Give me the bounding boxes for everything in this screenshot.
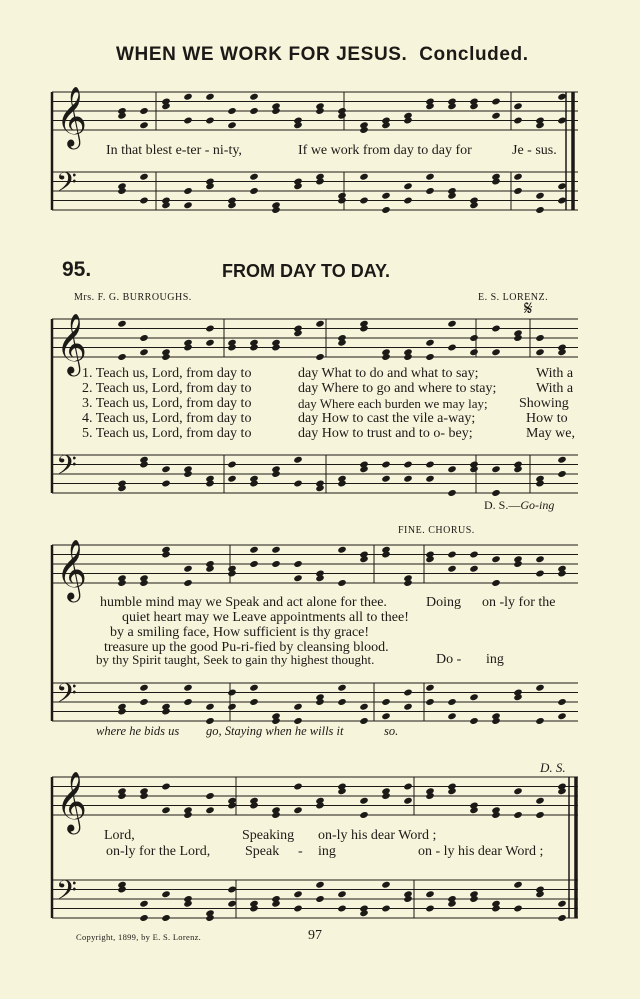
verse-line: day How to cast the vile a-way; xyxy=(298,411,476,426)
note-head xyxy=(535,334,544,342)
note-head xyxy=(425,475,434,483)
last-lyric: - xyxy=(298,844,303,859)
note-head xyxy=(205,117,214,125)
chorus-lyric: Do - xyxy=(436,652,462,667)
note-head xyxy=(535,811,544,819)
note-head xyxy=(183,93,192,101)
last-lyric: Speak xyxy=(245,844,280,859)
note-head xyxy=(535,192,544,200)
note-head xyxy=(227,107,236,115)
note-head xyxy=(139,900,148,908)
note-head xyxy=(403,182,412,190)
italic-lyric: go, Staying when he wills it xyxy=(206,724,344,738)
verse-second-line: humble mind may we Speak and act alone for thee. xyxy=(100,595,387,610)
note-head xyxy=(293,480,302,488)
note-head xyxy=(315,353,324,361)
note-head xyxy=(381,905,390,913)
chorus-lyric: Doing xyxy=(426,595,461,610)
note-head xyxy=(425,684,434,692)
note-head xyxy=(249,684,258,692)
note-head xyxy=(381,461,390,469)
note-head xyxy=(139,121,148,129)
verse-line: With a xyxy=(536,381,574,396)
verse-line: May we, xyxy=(526,426,575,441)
note-head xyxy=(205,792,214,800)
verse-line: 2. Teach us, Lord, from day to xyxy=(82,381,252,396)
note-head xyxy=(205,806,214,814)
page-number: 97 xyxy=(308,928,322,943)
note-head xyxy=(557,470,566,478)
note-head xyxy=(469,693,478,701)
note-head xyxy=(205,339,214,347)
note-head xyxy=(381,192,390,200)
italic-lyric: where he bids us xyxy=(96,724,180,738)
note-head xyxy=(469,334,478,342)
note-head xyxy=(205,703,214,711)
note-head xyxy=(183,565,192,573)
note-head xyxy=(469,717,478,725)
note-head xyxy=(117,320,126,328)
lyric-line: Je - sus. xyxy=(512,143,557,158)
verse-second-line: by a smiling face, How sufficient is thy grace! xyxy=(110,625,370,640)
note-head xyxy=(161,465,170,473)
verse-line: 4. Teach us, Lord, from day to xyxy=(82,411,252,426)
treble-clef-icon: 𝄞 xyxy=(56,87,87,147)
note-head xyxy=(337,890,346,898)
note-head xyxy=(447,712,456,720)
verse-line: day How to trust and to o- bey; xyxy=(298,426,473,441)
note-head xyxy=(535,348,544,356)
note-head xyxy=(139,334,148,342)
bass-clef-icon: 𝄢 xyxy=(56,677,77,716)
note-head xyxy=(183,684,192,692)
note-head xyxy=(425,187,434,195)
note-head xyxy=(447,489,456,497)
note-head xyxy=(425,173,434,181)
note-head xyxy=(249,187,258,195)
note-head xyxy=(359,717,368,725)
note-head xyxy=(293,890,302,898)
note-head xyxy=(491,112,500,120)
note-head xyxy=(205,325,214,333)
note-head xyxy=(315,895,324,903)
ds-word: Go-ing xyxy=(520,498,555,512)
copyright-notice: Copyright, 1899, by E. S. Lorenz. xyxy=(76,932,202,942)
note-head xyxy=(293,783,302,791)
note-head xyxy=(359,197,368,205)
note-head xyxy=(227,475,236,483)
note-head xyxy=(337,905,346,913)
ds-mark: D. S.— xyxy=(484,498,521,512)
fine-chorus-label: FINE. CHORUS. xyxy=(398,525,475,536)
note-head xyxy=(227,689,236,697)
treble-clef-icon: 𝄞 xyxy=(56,772,87,832)
bass-clef-icon: 𝄢 xyxy=(56,166,77,205)
treble-clef-icon: 𝄞 xyxy=(56,314,87,374)
note-head xyxy=(535,570,544,578)
note-head xyxy=(359,811,368,819)
note-head xyxy=(293,560,302,568)
note-head xyxy=(447,698,456,706)
note-head xyxy=(183,579,192,587)
chorus-lyric: on -ly for the xyxy=(482,595,556,610)
note-head xyxy=(535,555,544,563)
note-head xyxy=(249,93,258,101)
note-head xyxy=(117,353,126,361)
note-head xyxy=(161,783,170,791)
note-head xyxy=(513,117,522,125)
note-head xyxy=(403,797,412,805)
last-lyric: Lord, xyxy=(104,828,135,843)
note-head xyxy=(139,107,148,115)
note-head xyxy=(557,456,566,464)
note-head xyxy=(491,98,500,106)
note-head xyxy=(227,121,236,129)
note-head xyxy=(535,717,544,725)
note-head xyxy=(183,117,192,125)
note-head xyxy=(161,480,170,488)
ds-end-mark: D. S. xyxy=(540,760,566,775)
lyric-line: If we work from day to day for xyxy=(298,143,472,158)
note-head xyxy=(139,914,148,922)
note-head xyxy=(491,555,500,563)
note-head xyxy=(403,783,412,791)
note-head xyxy=(513,102,522,110)
music-composer: E. S. LORENZ. xyxy=(478,292,549,303)
bass-clef-icon: 𝄢 xyxy=(56,449,77,488)
verse-second-line: treasure up the good Pu-ri-fied by cleansing blood. xyxy=(104,640,389,655)
note-head xyxy=(535,797,544,805)
note-head xyxy=(447,465,456,473)
note-head xyxy=(447,344,456,352)
note-head xyxy=(381,881,390,889)
note-head xyxy=(447,320,456,328)
note-head xyxy=(139,698,148,706)
note-head xyxy=(249,107,258,115)
note-head xyxy=(381,475,390,483)
note-head xyxy=(469,565,478,573)
note-head xyxy=(513,787,522,795)
hymn-title: FROM DAY TO DAY. xyxy=(222,261,391,281)
note-head xyxy=(557,914,566,922)
note-head xyxy=(381,712,390,720)
verse-second-line: by thy Spirit taught, Seek to gain thy highest thought. xyxy=(96,652,375,667)
note-head xyxy=(183,698,192,706)
note-head xyxy=(425,353,434,361)
last-lyric: on - ly his dear Word ; xyxy=(418,844,544,859)
note-head xyxy=(381,698,390,706)
note-head xyxy=(205,93,214,101)
note-head xyxy=(249,546,258,554)
hymn-title-main: WHEN WE WORK FOR JESUS. xyxy=(116,44,408,65)
note-head xyxy=(403,475,412,483)
note-head xyxy=(227,703,236,711)
note-head xyxy=(337,684,346,692)
note-head xyxy=(403,461,412,469)
last-lyric: ing xyxy=(318,844,336,859)
note-head xyxy=(513,173,522,181)
lyric-line: In that blest e-ter - ni-ty, xyxy=(106,143,242,158)
note-head xyxy=(535,684,544,692)
note-head xyxy=(337,579,346,587)
treble-clef-icon: 𝄞 xyxy=(56,540,87,600)
note-head xyxy=(293,456,302,464)
note-head xyxy=(403,703,412,711)
note-head xyxy=(183,201,192,209)
note-head xyxy=(227,886,236,894)
note-head xyxy=(227,461,236,469)
note-head xyxy=(359,797,368,805)
note-head xyxy=(359,703,368,711)
note-head xyxy=(513,905,522,913)
note-head xyxy=(293,574,302,582)
note-head xyxy=(425,698,434,706)
words-author: Mrs. F. G. BURROUGHS. xyxy=(74,292,192,303)
segno-icon: 𝄋 xyxy=(524,298,533,320)
page-title xyxy=(116,44,529,66)
note-head xyxy=(315,320,324,328)
note-head xyxy=(425,461,434,469)
chorus-lyric: ing xyxy=(486,652,504,667)
note-head xyxy=(249,560,258,568)
note-head xyxy=(491,325,500,333)
note-head xyxy=(161,806,170,814)
verse-second-line: quiet heart may we Leave appointments all to thee! xyxy=(122,610,409,625)
note-head xyxy=(381,206,390,214)
note-head xyxy=(293,703,302,711)
note-head xyxy=(271,546,280,554)
italic-lyric: so. xyxy=(384,724,399,738)
note-head xyxy=(183,187,192,195)
note-head xyxy=(557,900,566,908)
note-head xyxy=(425,339,434,347)
note-head xyxy=(139,173,148,181)
verse-line: 1. Teach us, Lord, from day to xyxy=(82,366,252,381)
note-head xyxy=(293,806,302,814)
note-head xyxy=(337,546,346,554)
note-head xyxy=(337,698,346,706)
note-head xyxy=(513,881,522,889)
verse-line: 5. Teach us, Lord, from day to xyxy=(82,426,252,441)
last-lyric: on-ly his dear Word ; xyxy=(318,828,437,843)
verse-line: day What to do and what to say; xyxy=(298,366,479,381)
note-head xyxy=(469,348,478,356)
verse-line: day Where each burden we may lay; xyxy=(298,396,488,411)
last-lyric: on-ly for the Lord, xyxy=(106,844,211,859)
note-head xyxy=(425,890,434,898)
note-head xyxy=(139,348,148,356)
note-head xyxy=(513,811,522,819)
note-head xyxy=(249,173,258,181)
note-head xyxy=(535,206,544,214)
note-head xyxy=(425,905,434,913)
note-head xyxy=(447,551,456,559)
hymn-number: 95. xyxy=(62,258,92,281)
note-head xyxy=(359,173,368,181)
note-head xyxy=(403,197,412,205)
note-head xyxy=(293,905,302,913)
note-head xyxy=(491,465,500,473)
note-head xyxy=(403,689,412,697)
verse-line: With a xyxy=(536,366,574,381)
note-head xyxy=(139,684,148,692)
verse-line: How to xyxy=(526,411,568,426)
verse-line: day Where to go and where to stay; xyxy=(298,381,497,396)
verse-line: 3. Teach us, Lord, from day to xyxy=(82,396,252,411)
note-head xyxy=(315,881,324,889)
bass-clef-icon: 𝄢 xyxy=(56,874,77,913)
note-head xyxy=(557,712,566,720)
note-head xyxy=(469,551,478,559)
hymn-title-suffix: Concluded. xyxy=(419,44,529,65)
note-head xyxy=(557,698,566,706)
note-head xyxy=(271,560,280,568)
ds-going xyxy=(484,498,554,513)
note-head xyxy=(249,698,258,706)
last-lyric: Speaking xyxy=(242,828,295,843)
note-head xyxy=(491,489,500,497)
note-head xyxy=(139,197,148,205)
note-head xyxy=(491,348,500,356)
note-head xyxy=(491,579,500,587)
verse-line: Showing xyxy=(519,396,569,411)
note-head xyxy=(161,914,170,922)
note-head xyxy=(161,890,170,898)
note-head xyxy=(447,565,456,573)
note-head xyxy=(227,900,236,908)
note-head xyxy=(513,187,522,195)
